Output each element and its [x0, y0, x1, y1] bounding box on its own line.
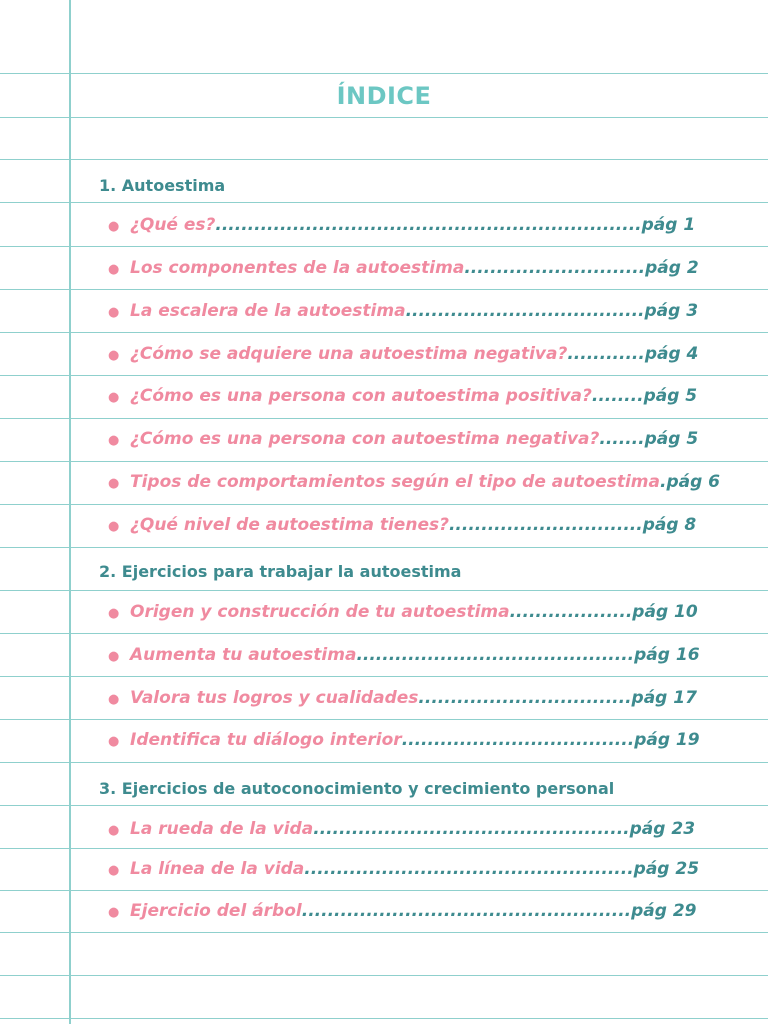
entry-page: pág 6 — [666, 472, 720, 492]
bullet-icon: ● — [108, 734, 120, 749]
entry-title: ¿Qué nivel de autoestima tienes? — [130, 515, 449, 535]
dot-leader: ....... — [599, 429, 645, 449]
toc-entry[interactable] — [108, 859, 699, 879]
page-title: ÍNDICE — [336, 82, 432, 110]
dot-leader: ........ — [591, 386, 644, 406]
toc-entry[interactable] — [108, 645, 700, 665]
entry-page: pág 3 — [644, 301, 699, 321]
entry-page: pág 19 — [634, 730, 700, 750]
bullet-icon: ● — [108, 476, 120, 491]
ruled-line — [0, 590, 768, 591]
entry-title: Los componentes de la autoestima — [130, 258, 465, 278]
entry-title: La línea de la vida — [130, 859, 305, 879]
entry-title: Aumenta tu autoestima — [130, 645, 357, 665]
entry-page: pág 29 — [631, 901, 697, 921]
toc-entry[interactable] — [108, 515, 696, 535]
ruled-line — [0, 202, 768, 203]
ruled-line — [0, 461, 768, 462]
bullet-icon: ● — [108, 905, 120, 920]
ruled-line — [0, 805, 768, 806]
toc-entry[interactable] — [108, 730, 700, 750]
ruled-line — [0, 117, 768, 118]
section-heading: 2. Ejercicios para trabajar la autoestima — [99, 562, 462, 581]
bullet-icon: ● — [108, 692, 120, 707]
dot-leader: ................................................... — [301, 901, 632, 921]
entry-page: pág 10 — [632, 602, 698, 622]
entry-title: La rueda de la vida — [130, 819, 314, 839]
ruled-line — [0, 332, 768, 333]
toc-entry[interactable] — [108, 429, 698, 449]
entry-page: pág 16 — [634, 645, 700, 665]
ruled-line — [0, 719, 768, 720]
entry-title: ¿Cómo es una persona con autoestima positiva? — [130, 386, 592, 406]
toc-entry[interactable] — [108, 901, 697, 921]
entry-page: pág 17 — [631, 688, 697, 708]
bullet-icon: ● — [108, 262, 120, 277]
toc-entry[interactable] — [108, 688, 697, 708]
bullet-icon: ● — [108, 823, 120, 838]
entry-title: Identifica tu diálogo interior — [130, 730, 402, 750]
dot-leader: .................................................................. — [215, 215, 642, 235]
toc-entry[interactable] — [108, 258, 699, 278]
entry-page: pág 8 — [642, 515, 697, 535]
bullet-icon: ● — [108, 606, 120, 621]
entry-title: ¿Cómo se adquiere una autoestima negativa? — [130, 344, 568, 364]
ruled-line — [0, 975, 768, 976]
dot-leader: ............................ — [464, 258, 646, 278]
ruled-line — [0, 762, 768, 763]
toc-entry[interactable] — [108, 819, 695, 839]
ruled-line — [0, 848, 768, 849]
ruled-line — [0, 159, 768, 160]
ruled-line — [0, 375, 768, 376]
bullet-icon: ● — [108, 649, 120, 664]
dot-leader: ..................................... — [405, 301, 645, 321]
dot-leader: ................................. — [418, 688, 632, 708]
ruled-line — [0, 246, 768, 247]
dot-leader: ................................................... — [304, 859, 634, 879]
bullet-icon: ● — [108, 433, 120, 448]
dot-leader: ............ — [567, 344, 645, 364]
section-heading: 1. Autoestima — [99, 176, 226, 195]
entry-title: La escalera de la autoestima — [130, 301, 406, 321]
ruled-line — [0, 73, 768, 74]
ruled-line — [0, 289, 768, 290]
bullet-icon: ● — [108, 390, 120, 405]
entry-page: pág 4 — [644, 344, 699, 364]
dot-leader: ................................................. — [313, 819, 630, 839]
bullet-icon: ● — [108, 348, 120, 363]
dot-leader: . — [659, 472, 667, 492]
bullet-icon: ● — [108, 863, 120, 878]
entry-title: Origen y construcción de tu autoestima — [130, 602, 510, 622]
ruled-line — [0, 504, 768, 505]
toc-entry[interactable] — [108, 602, 698, 622]
entry-title: Ejercicio del árbol — [130, 901, 302, 921]
dot-leader: ................... — [509, 602, 633, 622]
margin-line — [69, 0, 71, 1024]
ruled-line — [0, 890, 768, 891]
dot-leader: .................................... — [401, 730, 635, 750]
ruled-line — [0, 633, 768, 634]
ruled-line — [0, 418, 768, 419]
dot-leader: .............................. — [448, 515, 643, 535]
dot-leader: ........................................... — [356, 645, 635, 665]
toc-entry[interactable] — [108, 472, 720, 492]
bullet-icon: ● — [108, 305, 120, 320]
section-heading: 3. Ejercicios de autoconocimiento y crecimiento personal — [99, 779, 615, 798]
entry-title: ¿Cómo es una persona con autoestima negativa? — [130, 429, 600, 449]
entry-page: pág 5 — [643, 386, 698, 406]
entry-page: pág 25 — [633, 859, 700, 879]
toc-entry[interactable] — [108, 344, 698, 364]
toc-entry[interactable] — [108, 301, 698, 321]
entry-page: pág 2 — [645, 258, 699, 278]
ruled-line — [0, 547, 768, 548]
entry-page: pág 5 — [644, 429, 699, 449]
entry-title: ¿Qué es? — [130, 215, 216, 235]
entry-page: pág 23 — [629, 819, 696, 839]
ruled-line — [0, 932, 768, 933]
toc-entry[interactable] — [108, 215, 695, 235]
entry-page: pág 1 — [641, 215, 696, 235]
bullet-icon: ● — [108, 519, 120, 534]
entry-title: Tipos de comportamientos según el tipo de autoestima — [130, 472, 660, 492]
entry-title: Valora tus logros y cualidades — [130, 688, 419, 708]
toc-entry[interactable] — [108, 386, 697, 406]
bullet-icon: ● — [108, 219, 120, 234]
ruled-line — [0, 1018, 768, 1019]
ruled-line — [0, 676, 768, 677]
